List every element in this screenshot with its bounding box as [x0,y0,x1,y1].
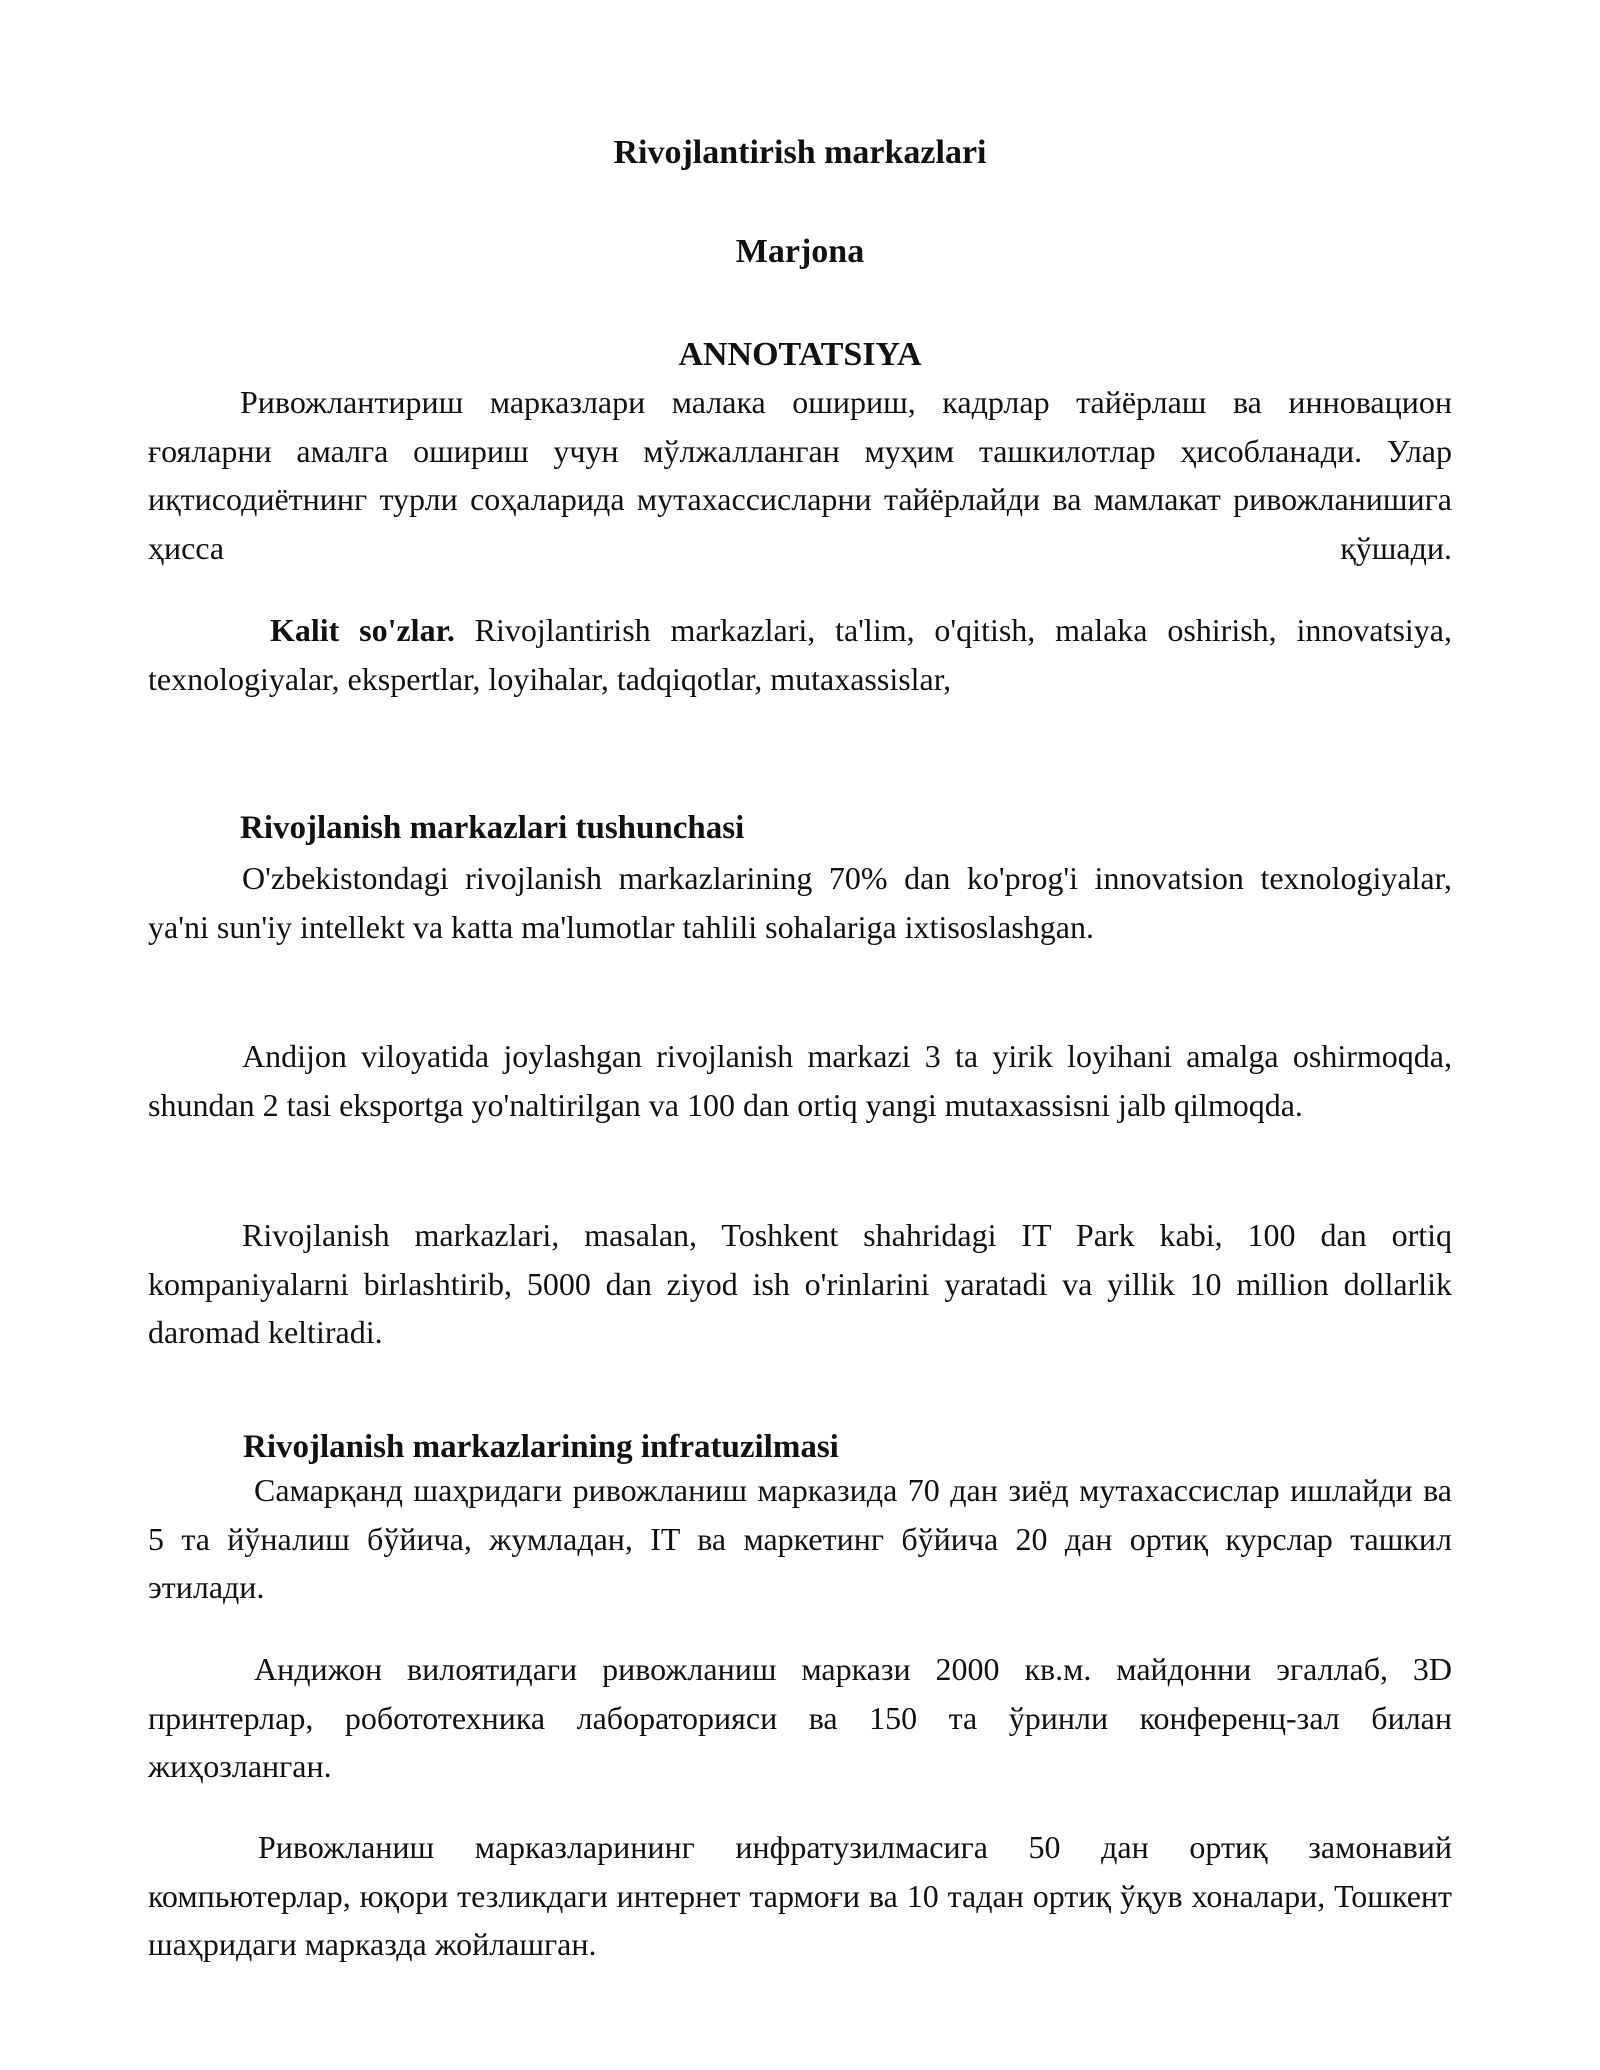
section-paragraph: Rivojlanish markazlari, masalan, Toshkent shahridagi IT Park kabi, 100 dan ortiq kompaniyalarni birlashtirib, 5000 dan ziyod ish o'rinlarini yaratadi va yillik 10 million dollarlik daromad keltiradi. [148,1217,1452,1350]
section-heading-concept: Rivojlanish markazlari tushunchasi [240,810,745,846]
annotation-heading: ANNOTATSIYA [678,336,922,373]
section-paragraph: Андижон вилоятидаги ривожланиш маркази 2000 кв.м. майдонни эгаллаб, 3D принтерлар, робототехника лабораторияси ва 150 та ўринли конференц-зал билан жиҳозланган. [148,1651,1452,1784]
document-title: Rivojlantirish markazlari [613,134,987,171]
keywords-text: Rivojlantirish markazlari, ta'lim, o'qitish, malaka oshirish, innovatsiya, texnologiyalar, ekspertlar, loyihalar, tadqiqotlar, mutaxassislar, [148,612,1453,697]
keywords-paragraph [148,606,1452,703]
section-heading-infrastructure: Rivojlanish markazlarining infratuzilmasi [243,1429,839,1465]
author-name: Marjona [735,233,865,270]
section-paragraph: Andijon viloyatida joylashgan rivojlanish markazi 3 ta yirik loyihani amalga oshirmoqda, shundan 2 tasi eksportga yo'naltirilgan va 100 dan ortiq yangi mutaxassisni jalb qilmoqda. [148,1038,1452,1123]
section-paragraph: Самарқанд шаҳридаги ривожланиш марказида 70 дан зиёд мутахассислар ишлайди ва 5 та йўналиш бўйича, жумладан, IT ва маркетинг бўйича 20 дан ортиқ курслар ташкил этилади. [148,1472,1452,1605]
section-paragraph: O'zbekistondagi rivojlanish markazlarining 70% dan ko'prog'i innovatsion texnologiyalar, ya'ni sun'iy intellekt va katta ma'lumotlar tahlili sohalariga ixtisoslashgan. [148,860,1452,945]
annotation-paragraph: Ривожлантириш марказлари малака ошириш, кадрлар тайёрлаш ва инновацион ғояларни амалга ошириш учун мўлжалланган муҳим ташкилотлар ҳисобланади. Улар иқтисодиётнинг турли соҳаларида мутахассисларни тайёрлайди ва мамлакат ривожланишига ҳисса қўшади. [148,384,1452,566]
keywords-label: Kalit so'zlar. [270,612,455,648]
section-paragraph: Ривожланиш марказларининг инфратузилмасига 50 дан ортиқ замонавий компьютерлар, юқори тезликдаги интернет тармоғи ва 10 тадан ортиқ ўқув хоналари, Тошкент шаҳридаги марказда жойлашган. [148,1829,1452,1962]
